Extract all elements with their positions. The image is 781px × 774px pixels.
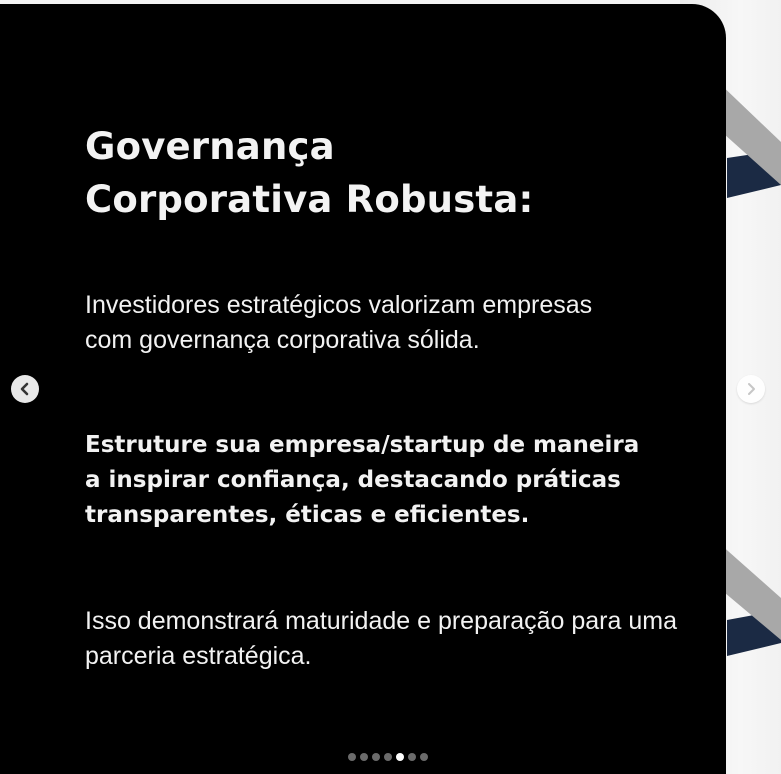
carousel-dot-3[interactable]: [372, 753, 380, 761]
slide-title: [85, 120, 645, 226]
chevron-right-icon: [744, 382, 758, 396]
slide-title-line2: Corporativa Robusta:: [85, 178, 534, 221]
slide-card: [0, 4, 726, 774]
carousel-dot-1[interactable]: [348, 753, 356, 761]
slide-paragraph-emphasis: Estruture sua empresa/startup de maneira a inspirar confiança, destacando práticas transparentes, éticas e eficientes.: [85, 432, 640, 528]
carousel-dot-6[interactable]: [408, 753, 416, 761]
chevron-left-icon: [18, 382, 32, 396]
carousel-dot-5[interactable]: [396, 753, 404, 761]
carousel-dots: [348, 753, 428, 761]
slide-paragraph-intro: Investidores estratégicos valorizam empresas com governança corporativa sólida.: [85, 291, 593, 354]
carousel-next-button[interactable]: [737, 375, 765, 403]
carousel-dot-2[interactable]: [360, 753, 368, 761]
slide-paragraph-conclusion: Isso demonstrará maturidade e preparação para uma parceria estratégica.: [85, 607, 677, 670]
carousel-dot-4[interactable]: [384, 753, 392, 761]
slide-title-line1: Governança: [85, 125, 335, 168]
carousel-dot-7[interactable]: [420, 753, 428, 761]
carousel-prev-button[interactable]: [11, 375, 39, 403]
